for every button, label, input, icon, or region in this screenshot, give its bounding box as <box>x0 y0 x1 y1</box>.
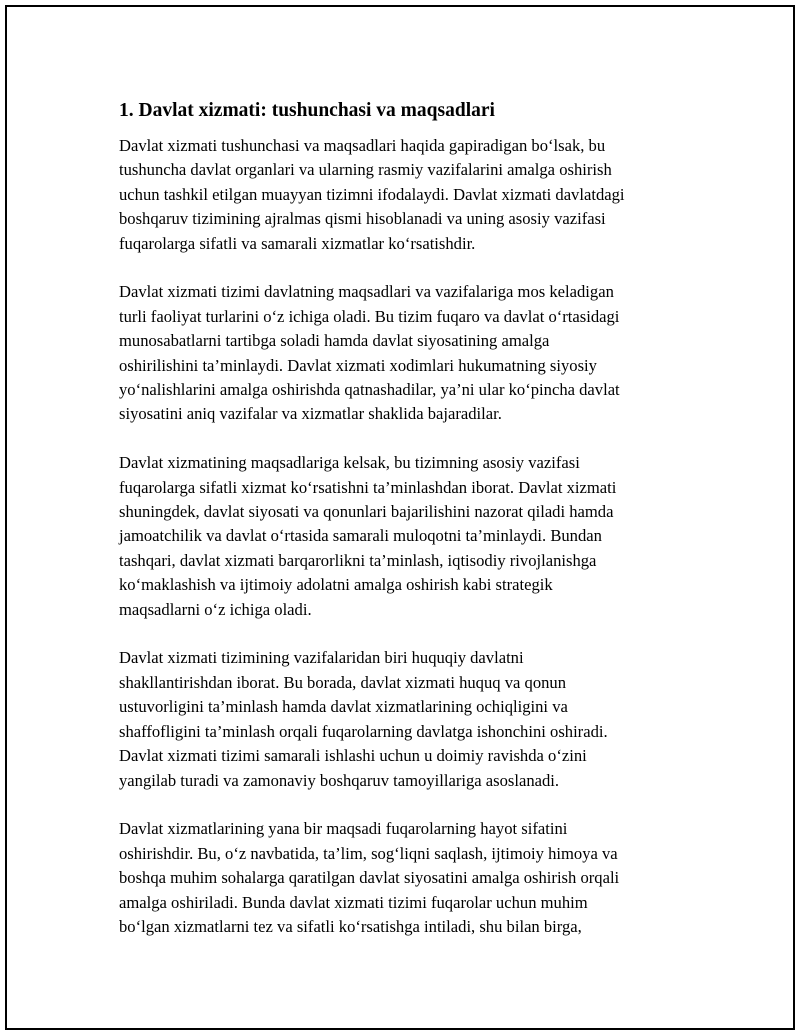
paragraph-line: tashqari, davlat xizmati barqarorlikni ta’minlash, iqtisodiy rivojlanishga <box>119 550 597 570</box>
paragraph-line: oshirishdir. Bu, o‘z navbatida, ta’lim, sog‘liqni saqlash, ijtimoiy himoya va <box>119 843 618 863</box>
paragraph-line: Davlat xizmati tizimi davlatning maqsadlari va vazifalariga mos keladigan <box>119 282 614 302</box>
document-body <box>119 99 697 964</box>
paragraph-line: oshirilishini ta’minlaydi. Davlat xizmati xodimlari hukumatning siyosiy <box>119 355 597 375</box>
paragraph-line: tushuncha davlat organlari va ularning rasmiy vazifalarini amalga oshirish <box>119 160 612 180</box>
paragraph <box>119 451 697 622</box>
paragraph-line: turli faoliyat turlarini o‘z ichiga oladi. Bu tizim fuqaro va davlat o‘rtasidagi <box>119 306 620 326</box>
paragraph-line: shaffofligini ta’minlash orqali fuqarolarning davlatga ishonchini oshiradi. <box>119 721 608 741</box>
paragraph-line: jamoatchilik va davlat o‘rtasida samarali muloqotni ta’minlaydi. Bundan <box>119 526 602 546</box>
paragraph-line: Davlat xizmati tushunchasi va maqsadlari haqida gapiradigan bo‘lsak, bu <box>119 136 606 155</box>
paragraph <box>119 280 697 426</box>
paragraph-line: Davlat xizmati tizimining vazifalaridan biri huquqiy davlatni <box>119 648 524 668</box>
section-heading: 1. Davlat xizmati: tushunchasi va maqsadlari <box>119 100 495 121</box>
paragraph-line: siyosatini aniq vazifalar va xizmatlar shaklida bajaradilar. <box>119 404 502 424</box>
paragraph-line: munosabatlarni tartibga soladi hamda davlat siyosatining amalga <box>119 331 550 351</box>
paragraph-line: ustuvorligini ta’minlash hamda davlat xizmatlarining ochiqligini va <box>119 697 568 717</box>
paragraph-line: fuqarolarga sifatli va samarali xizmatlar ko‘rsatishdir. <box>119 233 476 253</box>
paragraph-line: Davlat xizmati tizimi samarali ishlashi uchun u doimiy ravishda o‘zini <box>119 746 587 766</box>
paragraph-line: amalga oshiriladi. Bunda davlat xizmati tizimi fuqarolar uchun muhim <box>119 892 588 912</box>
paragraph-line: ko‘maklashish va ijtimoiy adolatni amalga oshirish kabi strategik <box>119 575 553 595</box>
paragraph <box>119 817 697 939</box>
paragraph-line: Davlat xizmatining maqsadlariga kelsak, bu tizimning asosiy vazifasi <box>119 453 580 473</box>
paragraph-line: Davlat xizmatlarining yana bir maqsadi fuqarolarning hayot sifatini <box>119 819 568 839</box>
paragraph <box>119 646 697 792</box>
paragraph-line: maqsadlarni o‘z ichiga oladi. <box>119 599 312 619</box>
paragraph-line: bo‘lgan xizmatlarni tez va sifatli ko‘rsatishga intiladi, shu bilan birga, <box>119 916 582 936</box>
paragraph-list <box>119 134 697 939</box>
page-frame <box>5 5 795 1030</box>
paragraph-line: fuqarolarga sifatli xizmat ko‘rsatishni ta’minlashdan iborat. Davlat xizmati <box>119 477 617 497</box>
paragraph-line: boshqa muhim sohalarga qaratilgan davlat siyosatini amalga oshirish orqali <box>119 868 620 888</box>
paragraph-line: uchun tashkil etilgan muayyan tizimni ifodalaydi. Davlat xizmati davlatdagi <box>119 184 625 204</box>
paragraph <box>119 134 697 256</box>
paragraph-line: yo‘nalishlarini amalga oshirishda qatnashadilar, ya’ni ular ko‘pincha davlat <box>119 380 620 400</box>
paragraph-line: yangilab turadi va zamonaviy boshqaruv tamoyillariga asoslanadi. <box>119 770 560 790</box>
paragraph-line: shuningdek, davlat siyosati va qonunlari bajarilishini nazorat qiladi hamda <box>119 502 614 522</box>
paragraph-line: shakllantirishdan iborat. Bu borada, davlat xizmati huquq va qonun <box>119 672 567 692</box>
paragraph-line: boshqaruv tizimining ajralmas qismi hisoblanadi va uning asosiy vazifasi <box>119 209 606 229</box>
